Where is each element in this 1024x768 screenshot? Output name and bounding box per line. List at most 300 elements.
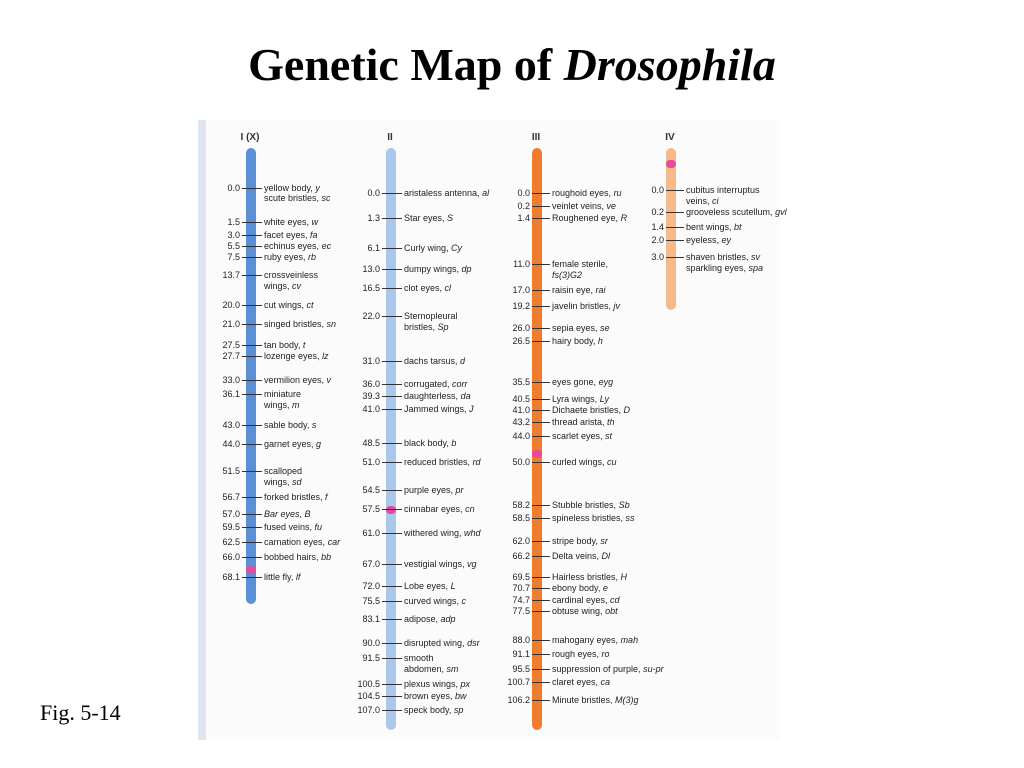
centromere-chrom_X: [246, 566, 256, 574]
locus-position: 66.2: [512, 551, 530, 561]
locus-position: 68.1: [222, 572, 240, 582]
gene-label: [552, 649, 610, 660]
locus-position: 40.5: [512, 394, 530, 404]
gene-label: [552, 188, 622, 199]
locus-position: 43.0: [222, 420, 240, 430]
locus-position: 106.2: [507, 695, 530, 705]
gene-label: [404, 404, 474, 415]
gene-symbol: R: [620, 213, 628, 223]
gene-symbol: obt: [605, 606, 618, 616]
locus-tick: [666, 257, 684, 258]
gene-label: [404, 188, 489, 199]
locus-tick: [242, 305, 262, 306]
locus-position: 69.5: [512, 572, 530, 582]
gene-symbol: su-pr: [643, 664, 664, 674]
locus-tick: [242, 222, 262, 223]
gene-name: sparkling eyes,: [686, 263, 747, 273]
locus-tick: [242, 557, 262, 558]
gene-name: vestigial wings,: [404, 559, 465, 569]
gene-label: [686, 252, 760, 263]
gene-symbol: sn: [326, 319, 337, 329]
locus-position: 21.0: [222, 319, 240, 329]
locus-tick: [242, 497, 262, 498]
locus-tick: [382, 462, 402, 463]
gene-name: crossveinless: [264, 270, 319, 280]
locus-position: 0.0: [517, 188, 530, 198]
gene-name: ruby eyes,: [264, 252, 306, 262]
locus-tick: [382, 409, 402, 410]
gene-label: [552, 695, 639, 706]
gene-symbol: Sp: [437, 322, 449, 332]
gene-name: cinnabar eyes,: [404, 504, 463, 514]
gene-symbol: jv: [613, 301, 621, 311]
locus-tick: [532, 422, 550, 423]
locus-tick: [242, 425, 262, 426]
gene-name: carnation eyes,: [264, 537, 326, 547]
locus-position: 100.5: [357, 679, 380, 689]
gene-name: shaven bristles,: [686, 252, 749, 262]
locus-tick: [242, 471, 262, 472]
gene-name: Star eyes,: [404, 213, 445, 223]
gene-symbol: ey: [721, 235, 732, 245]
gene-symbol: mah: [620, 635, 639, 645]
locus-tick: [382, 316, 402, 317]
gene-symbol: Cy: [451, 243, 463, 253]
locus-position: 1.5: [227, 217, 240, 227]
locus-position: 33.0: [222, 375, 240, 385]
locus-tick: [532, 669, 550, 670]
locus-tick: [532, 518, 550, 519]
locus-tick: [532, 588, 550, 589]
gene-symbol: ec: [321, 241, 332, 251]
gene-name: bent wings,: [686, 222, 732, 232]
gene-symbol: s: [311, 420, 317, 430]
gene-name: raisin eye,: [552, 285, 594, 295]
gene-name: cut wings,: [264, 300, 305, 310]
gene-label: [552, 677, 610, 688]
gene-name: disrupted wing,: [404, 638, 465, 648]
gene-name: dumpy wings,: [404, 264, 460, 274]
gene-label: [264, 252, 316, 263]
gene-name-line2: abdomen,: [404, 664, 447, 674]
gene-label: [404, 581, 456, 592]
gene-label: [404, 457, 481, 468]
gene-symbol: rd: [472, 457, 481, 467]
locus-position: 13.0: [362, 264, 380, 274]
gene-label: [552, 572, 627, 583]
locus-tick: [532, 410, 550, 411]
gene-label: [264, 537, 340, 548]
gene-name: singed bristles,: [264, 319, 325, 329]
locus-position: 91.5: [362, 653, 380, 663]
gene-symbol: m: [292, 400, 300, 410]
gene-symbol: adp: [440, 614, 456, 624]
locus-position: 39.3: [362, 391, 380, 401]
gene-label: [264, 319, 336, 330]
gene-symbol: sc: [321, 193, 331, 203]
gene-name: adipose,: [404, 614, 439, 624]
gene-symbol: gvl: [775, 207, 787, 217]
locus-tick: [242, 527, 262, 528]
locus-tick: [242, 394, 262, 395]
gene-symbol: pr: [455, 485, 464, 495]
gene-name: daughterless,: [404, 391, 459, 401]
genetic-map-figure: [198, 120, 787, 740]
locus-tick: [382, 384, 402, 385]
gene-name: Stubble bristles,: [552, 500, 617, 510]
locus-tick: [382, 361, 402, 362]
gene-symbol: fs(3)G2: [552, 270, 583, 280]
gene-label: [686, 185, 760, 207]
gene-name: withered wing,: [404, 528, 462, 538]
gene-symbol: v: [326, 375, 332, 385]
locus-position: 61.0: [362, 528, 380, 538]
gene-label: [264, 552, 331, 563]
locus-position: 58.2: [512, 500, 530, 510]
gene-symbol: corr: [452, 379, 468, 389]
gene-label: [552, 417, 615, 428]
gene-name: brown eyes,: [404, 691, 453, 701]
locus-position: 57.0: [222, 509, 240, 519]
gene-label: [552, 536, 608, 547]
gene-symbol: D: [623, 405, 631, 415]
locus-tick: [532, 193, 550, 194]
chromosome-bar-chrom_X: [246, 148, 256, 604]
gene-name: plexus wings,: [404, 679, 459, 689]
gene-name: purple eyes,: [404, 485, 454, 495]
gene-symbol: spa: [748, 263, 764, 273]
gene-symbol: fa: [310, 230, 318, 240]
locus-tick: [532, 399, 550, 400]
gene-name: lozenge eyes,: [264, 351, 320, 361]
gene-label: [404, 614, 456, 625]
gene-name: vermilion eyes,: [264, 375, 325, 385]
gene-name: sepia eyes,: [552, 323, 598, 333]
gene-name: speck body,: [404, 705, 452, 715]
locus-tick: [242, 188, 262, 189]
gene-symbol: f: [325, 492, 328, 502]
locus-tick: [382, 601, 402, 602]
gene-label: [404, 596, 466, 607]
chromosome-bar-chrom_IV: [666, 148, 676, 310]
gene-symbol: ct: [306, 300, 314, 310]
locus-tick: [242, 275, 262, 276]
gene-symbol: y: [315, 183, 320, 193]
gene-name: garnet eyes,: [264, 439, 314, 449]
gene-symbol: sr: [600, 536, 608, 546]
locus-tick: [382, 643, 402, 644]
locus-position: 5.5: [227, 241, 240, 251]
locus-position: 1.3: [367, 213, 380, 223]
gene-name: dachs tarsus,: [404, 356, 458, 366]
gene-name-line2: wings,: [264, 400, 293, 410]
gene-symbol: B: [304, 509, 311, 519]
gene-label: [404, 213, 453, 224]
centromere-chrom_IV: [666, 160, 676, 168]
gene-name: hairy body,: [552, 336, 596, 346]
gene-name: cardinal eyes,: [552, 595, 608, 605]
locus-tick: [532, 436, 550, 437]
gene-symbol: rb: [308, 252, 317, 262]
gene-name: white eyes,: [264, 217, 310, 227]
gene-name: Hairless bristles,: [552, 572, 619, 582]
gene-label: [264, 241, 331, 252]
locus-tick: [532, 654, 550, 655]
locus-position: 19.2: [512, 301, 530, 311]
locus-position: 20.0: [222, 300, 240, 310]
locus-position: 57.5: [362, 504, 380, 514]
locus-tick: [532, 611, 550, 612]
gene-name: eyes gone,: [552, 377, 597, 387]
chromosome-label-chrom_X: I (X): [240, 132, 260, 143]
gene-symbol: ca: [600, 677, 611, 687]
locus-position: 1.4: [651, 222, 664, 232]
gene-label: [552, 431, 612, 442]
locus-tick: [382, 443, 402, 444]
locus-tick: [532, 290, 550, 291]
gene-symbol: H: [620, 572, 628, 582]
locus-position: 91.1: [512, 649, 530, 659]
locus-tick: [242, 356, 262, 357]
gene-name: reduced bristles,: [404, 457, 471, 467]
gene-name: scute bristles,: [264, 193, 320, 203]
locus-tick: [242, 577, 262, 578]
locus-tick: [532, 700, 550, 701]
locus-position: 88.0: [512, 635, 530, 645]
locus-position: 66.0: [222, 552, 240, 562]
locus-position: 7.5: [227, 252, 240, 262]
gene-symbol: sv: [751, 252, 761, 262]
locus-position: 31.0: [362, 356, 380, 366]
locus-tick: [382, 710, 402, 711]
locus-position: 54.5: [362, 485, 380, 495]
gene-name: female sterile,: [552, 259, 609, 269]
gene-symbol: cn: [465, 504, 475, 514]
locus-tick: [242, 380, 262, 381]
gene-symbol: whd: [464, 528, 481, 538]
gene-name: clot eyes,: [404, 283, 443, 293]
gene-label: [404, 438, 456, 449]
gene-name: sable body,: [264, 420, 310, 430]
gene-symbol: Sb: [618, 500, 630, 510]
locus-position: 51.5: [222, 466, 240, 476]
gene-symbol: se: [600, 323, 610, 333]
locus-tick: [532, 382, 550, 383]
locus-position: 72.0: [362, 581, 380, 591]
gene-label: [264, 492, 328, 503]
locus-tick: [532, 218, 550, 219]
gene-label: [264, 572, 300, 583]
locus-tick: [666, 190, 684, 191]
locus-position: 13.7: [222, 270, 240, 280]
gene-label: [404, 528, 481, 539]
locus-position: 41.0: [512, 405, 530, 415]
locus-position: 35.5: [512, 377, 530, 387]
locus-tick: [242, 444, 262, 445]
locus-tick: [532, 556, 550, 557]
gene-label: [552, 500, 630, 511]
gene-label: [552, 336, 603, 347]
locus-position: 26.5: [512, 336, 530, 346]
title-italic: Drosophila: [563, 39, 776, 90]
locus-tick: [532, 341, 550, 342]
locus-position: 51.0: [362, 457, 380, 467]
gene-label: [686, 222, 742, 233]
gene-symbol: w: [311, 217, 319, 227]
locus-position: 6.1: [367, 243, 380, 253]
gene-name-line2: wings,: [264, 281, 293, 291]
locus-position: 56.7: [222, 492, 240, 502]
gene-label: [552, 583, 608, 594]
locus-position: 0.2: [517, 201, 530, 211]
gene-name: Jammed wings,: [404, 404, 467, 414]
gene-name: forked bristles,: [264, 492, 323, 502]
locus-tick: [532, 640, 550, 641]
locus-position: 0.0: [367, 188, 380, 198]
locus-position: 95.5: [512, 664, 530, 674]
gene-name: Sternopleural: [404, 311, 458, 321]
gene-name: suppression of purple,: [552, 664, 641, 674]
gene-symbol: px: [460, 679, 471, 689]
gene-name: eyeless,: [686, 235, 720, 245]
gene-name: Lyra wings,: [552, 394, 598, 404]
locus-tick: [242, 542, 262, 543]
gene-label: [552, 595, 620, 606]
gene-name: grooveless scutellum,: [686, 207, 773, 217]
chromosome-label-chrom_III: III: [531, 132, 541, 143]
locus-tick: [666, 212, 684, 213]
gene-symbol: sp: [453, 705, 464, 715]
locus-position: 2.0: [651, 235, 664, 245]
locus-tick: [382, 696, 402, 697]
locus-tick: [382, 586, 402, 587]
gene-label: [552, 405, 630, 416]
chromosome-bar-chrom_III: [532, 148, 542, 730]
locus-position: 74.7: [512, 595, 530, 605]
gene-symbol: M(3)g: [615, 695, 639, 705]
locus-position: 26.0: [512, 323, 530, 333]
gene-label: [552, 457, 617, 468]
gene-symbol: c: [461, 596, 467, 606]
gene-label: [404, 391, 471, 402]
gene-symbol: fu: [314, 522, 323, 532]
locus-tick: [532, 328, 550, 329]
locus-tick: [532, 541, 550, 542]
gene-label: [404, 691, 467, 702]
locus-position: 27.5: [222, 340, 240, 350]
gene-name-line2: bristles,: [404, 322, 438, 332]
gene-symbol: cl: [444, 283, 452, 293]
gene-name: miniature: [264, 389, 302, 399]
gene-symbol: g: [316, 439, 322, 449]
gene-name: Lobe eyes,: [404, 581, 449, 591]
locus-tick: [382, 269, 402, 270]
locus-position: 43.2: [512, 417, 530, 427]
gene-label: [264, 270, 318, 292]
gene-label: [552, 301, 620, 312]
locus-position: 90.0: [362, 638, 380, 648]
locus-tick: [666, 240, 684, 241]
gene-name: tan body,: [264, 340, 301, 350]
locus-position: 75.5: [362, 596, 380, 606]
slide-title: [0, 38, 1024, 91]
locus-position: 59.5: [222, 522, 240, 532]
gene-name: little fly,: [264, 572, 294, 582]
gene-label: [552, 201, 616, 212]
gene-label: [264, 230, 318, 241]
gene-name: yellow body,: [264, 183, 313, 193]
gene-label: [264, 300, 314, 311]
gene-symbol: J: [469, 404, 474, 414]
gene-label: [264, 389, 301, 411]
gene-name: Curly wing,: [404, 243, 449, 253]
gene-symbol: ru: [613, 188, 622, 198]
gene-symbol: L: [450, 581, 456, 591]
locus-position: 3.0: [651, 252, 664, 262]
locus-position: 44.0: [222, 439, 240, 449]
centromere-chrom_II: [386, 506, 396, 514]
gene-name: fused veins,: [264, 522, 313, 532]
locus-position: 67.0: [362, 559, 380, 569]
gene-name: Roughened eye,: [552, 213, 619, 223]
gene-label: [404, 679, 470, 690]
locus-tick: [382, 509, 402, 510]
locus-position: 0.2: [651, 207, 664, 217]
gene-label: [404, 311, 458, 333]
locus-position: 48.5: [362, 438, 380, 448]
figure-label: Fig. 5-14: [40, 700, 121, 725]
gene-symbol: vg: [467, 559, 477, 569]
gene-symbol: Ly: [599, 394, 610, 404]
gene-label: [552, 635, 638, 646]
gene-label: [404, 638, 480, 649]
gene-name: black body,: [404, 438, 449, 448]
locus-position: 3.0: [227, 230, 240, 240]
gene-name: Bar eyes,: [264, 509, 303, 519]
locus-tick: [532, 264, 550, 265]
locus-tick: [382, 193, 402, 194]
locus-tick: [382, 533, 402, 534]
locus-position: 0.0: [651, 185, 664, 195]
locus-position: 104.5: [357, 691, 380, 701]
gene-symbol: bb: [321, 552, 332, 562]
gene-label: [264, 193, 331, 204]
locus-position: 70.7: [512, 583, 530, 593]
gene-symbol: b: [451, 438, 457, 448]
gene-label: [552, 377, 613, 388]
locus-position: 83.1: [362, 614, 380, 624]
gene-symbol: Dl: [601, 551, 611, 561]
gene-name: scarlet eyes,: [552, 431, 603, 441]
gene-name: Minute bristles,: [552, 695, 613, 705]
gene-symbol: cv: [292, 281, 302, 291]
chromosome-label-chrom_II: II: [387, 132, 393, 143]
title-plain: Genetic Map of: [248, 39, 553, 90]
gene-name: obtuse wing,: [552, 606, 603, 616]
gene-name: scalloped: [264, 466, 303, 476]
gene-label: [686, 207, 787, 218]
gene-label: [264, 217, 318, 228]
locus-position: 11.0: [513, 259, 530, 269]
gene-name: Dichaete bristles,: [552, 405, 622, 415]
locus-position: 62.0: [512, 536, 530, 546]
gene-label: [552, 606, 618, 617]
locus-tick: [382, 658, 402, 659]
gene-name: curled wings,: [552, 457, 605, 467]
locus-tick: [532, 306, 550, 307]
gene-label: [552, 551, 610, 562]
locus-position: 36.1: [222, 389, 240, 399]
